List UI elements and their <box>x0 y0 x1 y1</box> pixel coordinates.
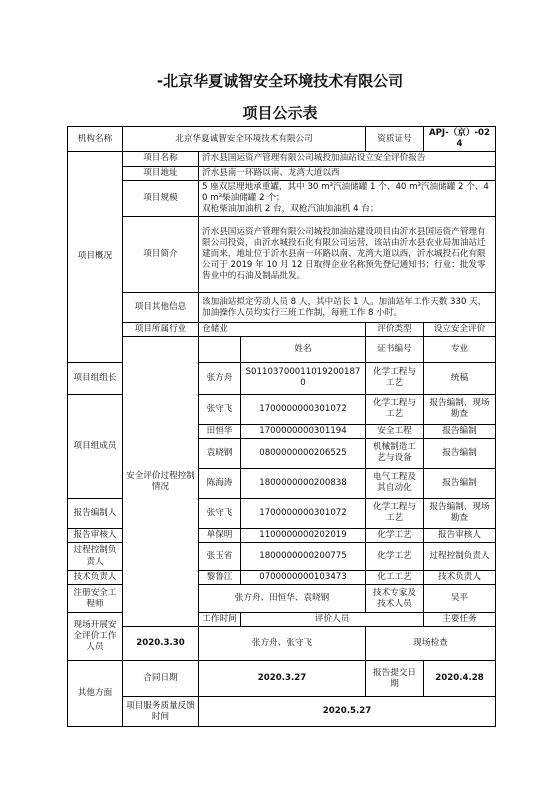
role-cert: 0700000000103473 <box>241 571 366 585</box>
role-task: 报告编制、现场勘查 <box>424 498 496 528</box>
leader-label: 项目组组长 <box>68 362 123 394</box>
field-time-label: 工作时间 <box>199 613 241 627</box>
submit-date-label: 报告提交日期 <box>366 661 424 697</box>
industry-label: 项目所属行业 <box>123 323 199 337</box>
field-staff-label: 评价人员 <box>241 613 424 627</box>
member-task: 报告编制 <box>424 424 496 438</box>
role-task: 过程控制负责人 <box>424 543 496 571</box>
industry-value: 仓储业 <box>199 323 366 337</box>
other-section-label: 其他方面 <box>68 661 123 727</box>
member-name: 张守飞 <box>199 394 241 424</box>
company-title: -北京华夏诚智安全环境技术有限公司 <box>156 72 404 90</box>
member-name: 袁晓钢 <box>199 438 241 468</box>
role-cert: 1800000000200775 <box>241 543 366 571</box>
feedback-label: 项目服务质量反馈时间 <box>123 697 199 727</box>
project-intro: 沂水县国运资产管理有限公司城投加油站建设项目由沂水县国运资产管理有限公司投资，由沂水城投石化有限公司运营，该站由沂水县农业局加油站迁建而来，地址位于沂水县南一环路以南、龙湾大道以西，沂水城投石化有限公司于 2019 年 10 月 12 日取得企业名称预先登记通知书；行业：批发零售业中的石油及制品批发。 <box>199 217 496 293</box>
members-label: 项目组成员 <box>68 394 123 498</box>
project-disclosure-table <box>67 126 496 727</box>
role-name: 单保明 <box>199 528 241 542</box>
engineer-label: 注册安全工程师 <box>68 585 123 613</box>
member-major: 机械制造工艺与设备 <box>366 438 424 468</box>
member-major: 化学工程与工艺 <box>366 394 424 424</box>
member-cert: 1700000000301072 <box>241 394 366 424</box>
overview-section-label: 项目概况 <box>68 152 123 362</box>
submit-date: 2020.4.28 <box>424 661 496 697</box>
role-label: 报告编制人 <box>68 498 123 528</box>
role-name: 黎鲁江 <box>199 571 241 585</box>
role-name: 张玉省 <box>199 543 241 571</box>
field-staff: 张方舟、张守飞 <box>199 627 366 661</box>
eval-type-value: 设立安全评价 <box>424 323 496 337</box>
project-scale-label: 项目规模 <box>123 180 199 217</box>
cert-label: 资质证号 <box>366 127 424 152</box>
member-task: 报告编制、现场勘查 <box>424 394 496 424</box>
role-major: 化学工艺 <box>366 528 424 542</box>
member-major: 化学工程与工艺 <box>366 362 424 394</box>
org-name: 北京华夏诚智安全环境技术有限公司 <box>123 127 366 152</box>
member-cert: S011037000110192001870 <box>241 362 366 394</box>
project-scale-line1: 5 座双层埋地承重罐，其中 30 m³汽油储罐 1 个、40 m³汽油储罐 2 个、40 m³柴油储罐 2 个； <box>202 181 489 203</box>
col-header-cert: 证书编号 <box>366 337 424 362</box>
field-time: 2020.3.30 <box>123 627 199 661</box>
contract-date: 2020.3.27 <box>199 661 366 697</box>
role-label: 过程控制负责人 <box>68 543 123 571</box>
project-name-label: 项目名称 <box>123 152 199 166</box>
field-task: 现场检查 <box>366 627 496 661</box>
col-header-name: 姓名 <box>241 337 366 362</box>
role-major: 化学工程与工艺 <box>366 498 424 528</box>
member-cert: 1700000000301194 <box>241 424 366 438</box>
member-major: 电气工程及其自动化 <box>366 468 424 498</box>
process-section-label: 安全评价过程控制情况 <box>123 337 199 627</box>
role-major: 化工工艺 <box>366 571 424 585</box>
role-cert: 1100000000202019 <box>241 528 366 542</box>
member-name: 陈海涛 <box>199 468 241 498</box>
field-task-label: 主要任务 <box>424 613 496 627</box>
org-label: 机构名称 <box>68 127 123 152</box>
expert-label: 技术专家及技术人员 <box>366 585 424 613</box>
role-major: 化学工艺 <box>366 543 424 571</box>
role-label: 技术负责人 <box>68 571 123 585</box>
eval-type-label: 评价类型 <box>366 323 424 337</box>
engineer-names: 张方舟、田恒华、袁晓钢 <box>199 585 366 613</box>
role-task: 报告审核人 <box>424 528 496 542</box>
member-task: 统稿 <box>424 362 496 394</box>
role-cert: 1700000000301072 <box>241 498 366 528</box>
col-header-major: 专业 <box>424 337 496 362</box>
project-other-label: 项目其他信息 <box>123 293 199 323</box>
project-scale-line2: 双枪柴油加油机 2 台，双枪汽油加油机 4 台； <box>202 204 379 215</box>
member-name: 张方舟 <box>199 362 241 394</box>
contract-date-label: 合同日期 <box>123 661 199 697</box>
member-major: 安全工程 <box>366 424 424 438</box>
field-section-label: 现场开展安全评价工作人员 <box>68 613 123 661</box>
project-other-info: 该加油站拟定劳动人员 8 人，其中站长 1 人。加油站年工作天数 330 天，加油操作人员均实行三班工作制，每班工作 8 小时。 <box>199 293 496 323</box>
cert-number: APJ-（京）-024 <box>424 127 496 152</box>
project-intro-label: 项目简介 <box>123 217 199 293</box>
project-address-label: 项目地址 <box>123 166 199 180</box>
member-name: 田恒华 <box>199 424 241 438</box>
member-cert: 1800000000200838 <box>241 468 366 498</box>
project-address: 沂水县南一环路以南、龙湾大道以西 <box>199 166 496 180</box>
expert-names: 吴平 <box>424 585 496 613</box>
project-name: 沂水县国运资产管理有限公司城投加油站设立安全评价报告 <box>199 152 496 166</box>
project-scale <box>199 180 496 217</box>
feedback-date: 2020.5.27 <box>199 697 496 727</box>
member-task: 报告编制 <box>424 468 496 498</box>
member-cert: 0800000000206525 <box>241 438 366 468</box>
document-title: 项目公示表 <box>242 104 318 122</box>
role-task: 技术负责人 <box>424 571 496 585</box>
role-name: 张守飞 <box>199 498 241 528</box>
member-task: 报告编制 <box>424 438 496 468</box>
role-label: 报告审核人 <box>68 528 123 542</box>
